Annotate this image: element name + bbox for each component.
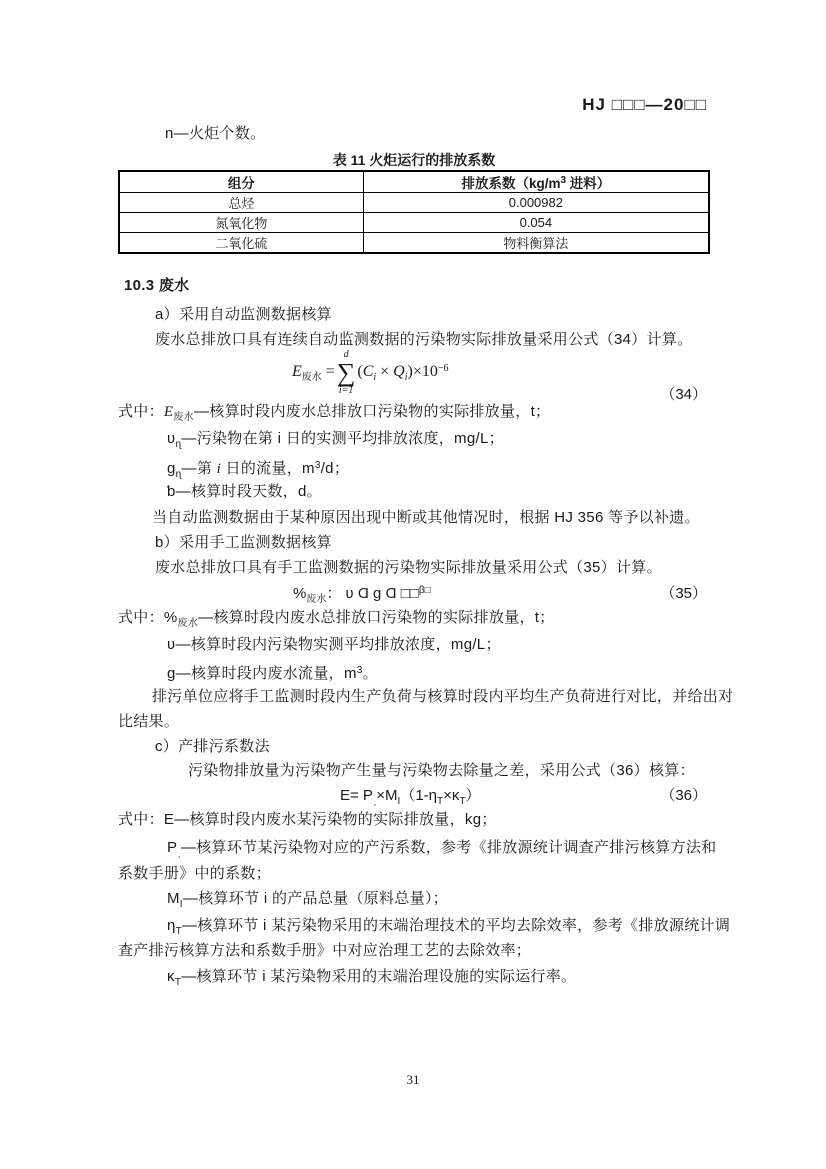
formula-var-line: ʋ—核算时段内污染物实测平均排放浓度，mg/L； bbox=[167, 636, 501, 653]
table-row bbox=[119, 213, 709, 233]
formula-34-number: （34） bbox=[660, 386, 707, 403]
section-heading: 10.3 废水 bbox=[124, 277, 190, 294]
table11-col2-header: 排放系数（$kg/m^3$ 进料） bbox=[363, 171, 709, 193]
sigma-icon: ∑ bbox=[336, 358, 356, 387]
factor-cell: 0.054 bbox=[363, 213, 709, 233]
factor-cell: 物料衡算法 bbox=[363, 233, 709, 254]
formula-34 bbox=[292, 350, 449, 396]
formula-36: $E= P_ˏ\times M_I(1-\eta_T\times\kappa_T)$ bbox=[340, 787, 481, 807]
item-a-note: 当自动监测数据由于某种原因出现中断或其他情况时，根据 HJ 356 等予以补遗。 bbox=[152, 509, 700, 526]
item-a-label: a）采用自动监测数据核算 bbox=[155, 306, 332, 323]
formula-var-line: 系数手册》中的系数； bbox=[118, 865, 272, 882]
formula-var-line: $\kappa_T—$核算环节 i 某污染物采用的末端治理设施的实际运行率。 bbox=[167, 968, 577, 988]
doc-code-header: HJ □□□—20□□ bbox=[582, 95, 707, 114]
formula-var-line: ʋ$_ɳ$—污染物在第 i 日的实测平均排放浓度，mg/L； bbox=[167, 430, 504, 450]
table11-title: 表 11 火炬运行的排放系数 bbox=[332, 152, 496, 168]
item-b-label: b）采用手工监测数据核算 bbox=[155, 534, 332, 551]
formula-var-line: $M_I—$核算环节 i 的产品总量（原料总量）； bbox=[167, 890, 449, 910]
formula-var-line: 式中：$E_{废水}—$核算时段内废水总排放口污染物的实际排放量，t； bbox=[118, 403, 551, 423]
table11-header-row bbox=[119, 171, 709, 193]
formula-var-line: $\eta_T—$核算环节 i 某污染物采用的末端治理技术的平均去除效率，参考《排放源统计调 bbox=[167, 917, 731, 937]
formula-var-line: 查产排污核算方法和系数手册》中对应治理工艺的去除效率； bbox=[118, 942, 532, 959]
item-c-intro: 污染物排放量为污染物产生量与污染物去除量之差，采用公式（36）核算： bbox=[188, 762, 695, 779]
formula-var-line: $P_ˏ—$核算环节某污染物对应的产污系数，参考《排放源统计调查产排污核算方法和 bbox=[167, 839, 717, 859]
component-cell: 二氧化硫 bbox=[119, 233, 363, 254]
component-cell: 氮氧化物 bbox=[119, 213, 363, 233]
page-number: 31 bbox=[406, 1072, 420, 1087]
item-b-intro: 废水总排放口具有手工监测数据的污染物实际排放量采用公式（35）计算。 bbox=[155, 559, 662, 576]
formula-var-line: ɡ—核算时段内废水流量，$m^3$。 bbox=[167, 665, 378, 682]
formula-35: $\%_{废水}$： ʋ Ɑ ɡ Ɑ □□$^{\beta□}$ bbox=[293, 585, 431, 605]
table11 bbox=[118, 170, 710, 254]
formula-34-rhs: $(C_i \times Q_i)\times 10^{-6}$ bbox=[357, 363, 449, 383]
component-cell: 总烃 bbox=[119, 193, 363, 213]
item-c-label: c）产排污系数法 bbox=[155, 738, 270, 755]
table11-col1-header: 组分 bbox=[119, 171, 363, 193]
sigma-summation bbox=[337, 350, 356, 396]
sum-upper-limit: d bbox=[343, 349, 349, 360]
item-b-note-line1: 排污单位应将手工监测时段内生产负荷与核算时段内平均生产负荷进行对比，并给出对 bbox=[152, 688, 734, 705]
formula-35-number: （35） bbox=[660, 585, 707, 602]
formula-var-line: ɡ$_ɳ$—第 i 日的流量，$m^3/d$； bbox=[167, 460, 350, 480]
table-row bbox=[119, 193, 709, 213]
formula-36-number: （36） bbox=[660, 787, 707, 804]
item-b-note-line2: 比结果。 bbox=[118, 713, 180, 730]
formula-var-line: 式中：$\%_{废水}—$核算时段内废水总排放口污染物的实际排放量，t； bbox=[118, 609, 555, 629]
formula-var-line: ƅ—核算时段天数，d。 bbox=[167, 483, 322, 500]
formula-var-line: 式中：E—核算时段内废水某污染物的实际排放量，kg； bbox=[118, 811, 497, 828]
formula-34-lhs: $E_{废水}$ = bbox=[292, 363, 335, 383]
sum-lower-limit: i=1 bbox=[338, 385, 354, 396]
flare-count-note: n—火炬个数。 bbox=[165, 125, 266, 142]
table-row bbox=[119, 233, 709, 254]
item-a-intro: 废水总排放口具有连续自动监测数据的污染物实际排放量采用公式（34）计算。 bbox=[155, 331, 693, 348]
factor-cell: 0.000982 bbox=[363, 193, 709, 213]
